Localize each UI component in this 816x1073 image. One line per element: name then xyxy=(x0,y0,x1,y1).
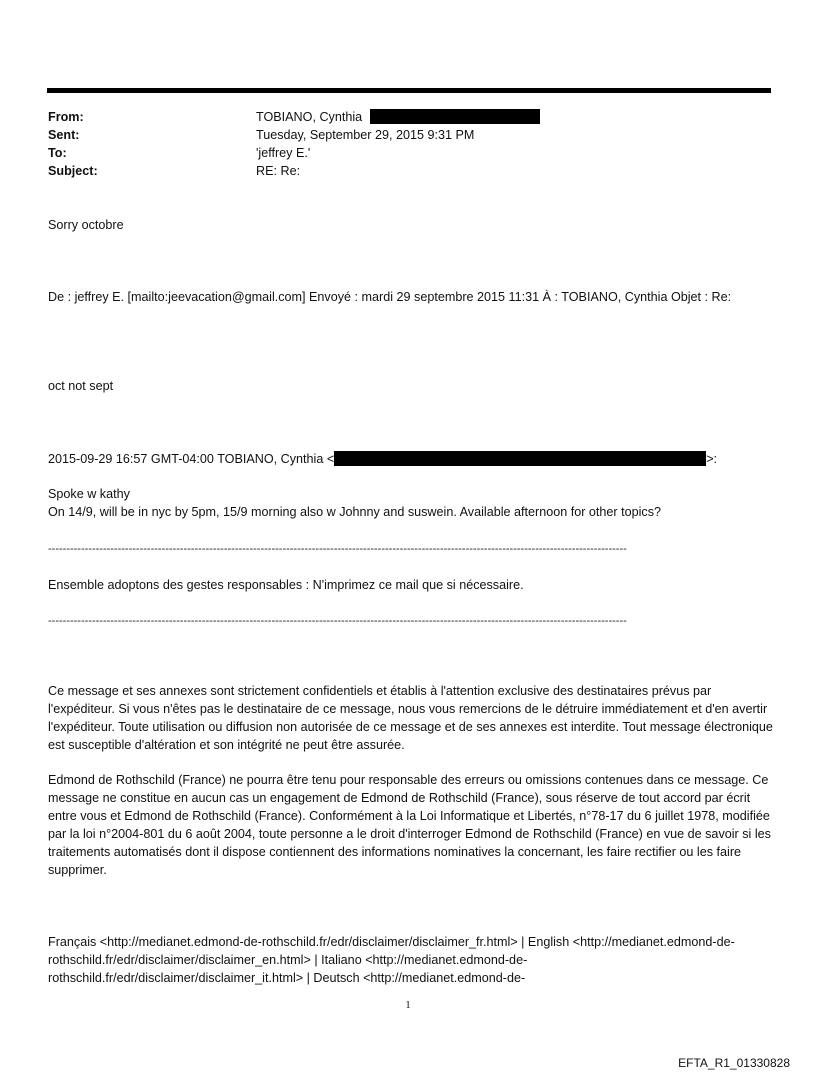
redaction-bar xyxy=(334,451,706,466)
bates-number: EFTA_R1_01330828 xyxy=(678,1056,790,1070)
to-value: 'jeffrey E.' xyxy=(256,146,311,160)
disclaimer-confidentiality: Ce message et ses annexes sont strictement confidentiels et établis à l'attention exclusive des destinataires prévus par l'expéditeur. Si vous n'êtes pas le destinataire de ce message, nous vous remercions de le détruire immédiatement et d'en avertir l'expéditeur. Toute utilisation ou diffusion non autorisée de ce message et de ses annexes est interdite. Tout message électronique est susceptible d'altération et son intégrité ne peut être assurée. xyxy=(48,684,773,752)
from-value xyxy=(256,108,540,126)
attribution-prefix: 2015-09-29 16:57 GMT-04:00 TOBIANO, Cynthia < xyxy=(48,452,335,466)
sent-label: Sent: xyxy=(48,128,80,142)
page-number: 1 xyxy=(405,999,411,1011)
disclaimer-language-links: Français <http://medianet.edmond-de-rothschild.fr/edr/disclaimer/disclaimer_fr.html> | English <http://medianet.edmond-de-rothschild.fr/edr/disclaimer/disclaimer_en.html> | Italiano <http://medianet.edmond-de-rothschild.fr/edr/disclaimer/disclaimer_it.html> | Deutsch <http://medianet.edmond-de- xyxy=(48,935,735,985)
forward-header: De : jeffrey E. [mailto:jeevacation@gmail.com] Envoyé : mardi 29 septembre 2015 11:31 À : TOBIANO, Cynthia Objet : Re: xyxy=(48,290,732,304)
header-rule xyxy=(47,88,771,93)
separator-line: -------------------------------------------------------------------------------------------------------------------------------------------------------------- xyxy=(48,615,627,627)
quoted-reply: oct not sept xyxy=(48,379,114,393)
reply-text: Sorry octobre xyxy=(48,218,124,232)
disclaimer-liability: Edmond de Rothschild (France) ne pourra être tenu pour responsable des erreurs ou omissions contenues dans ce message. Ce message ne constitue en aucun cas un engagement de Edmond de Rothschild (France), sous réserve de tout accord par écrit entre vous et Edmond de Rothschild (France). Conformément à la Loi Informatique et Libertés, n°78-17 du 6 juillet 1978, modifiée par la loi n°2004-801 du 6 août 2004, toute personne a le droit d'interroger Edmond de Rothschild (France) en vue de savoir si les traitements automatisés dont il dispose contiennent des informations nominatives la concernant, les faire rectifier ou les faire supprimer. xyxy=(48,773,771,877)
redaction-bar xyxy=(370,109,540,124)
eco-notice: Ensemble adoptons des gestes responsables : N'imprimez ce mail que si nécessaire. xyxy=(48,578,524,592)
attribution-suffix: >: xyxy=(706,452,718,466)
to-label: To: xyxy=(48,146,67,160)
from-name: TOBIANO, Cynthia xyxy=(256,110,363,124)
subject-label: Subject: xyxy=(48,164,98,178)
subject-value: RE: Re: xyxy=(256,164,301,178)
separator-line: -------------------------------------------------------------------------------------------------------------------------------------------------------------- xyxy=(48,543,627,555)
quote-line-1: Spoke w kathy xyxy=(48,487,130,501)
quote-attribution xyxy=(48,450,773,468)
from-label: From: xyxy=(48,110,84,124)
quote-line-2: On 14/9, will be in nyc by 5pm, 15/9 morning also w Johnny and suswein. Available afternoon for other topics? xyxy=(48,505,662,519)
sent-value: Tuesday, September 29, 2015 9:31 PM xyxy=(256,128,475,142)
